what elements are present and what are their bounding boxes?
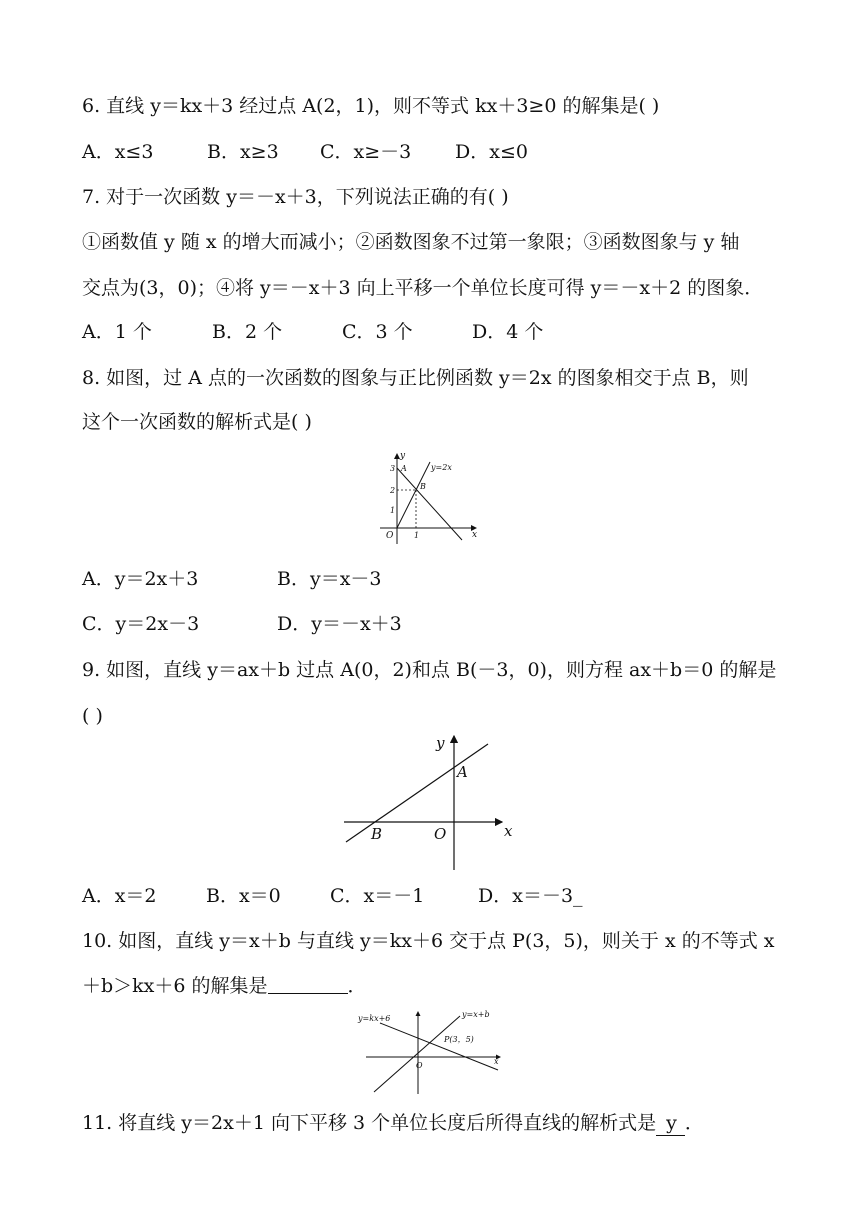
question-11-stem-after: ．: [684, 1112, 704, 1134]
x-axis-label: x: [504, 822, 513, 840]
point-a-label: A: [401, 464, 407, 473]
option-d: D．4 个: [472, 321, 544, 343]
line-label-kx-6: y=kx+6: [358, 1014, 391, 1023]
question-7-options: [82, 320, 790, 344]
y-tick-2: 2: [390, 486, 396, 495]
question-10-stem-after-blank: ．: [347, 975, 367, 997]
question-6-stem: 6. 直线 y＝kx＋3 经过点 A(2，1)，则不等式 kx＋3≥0 的解集是( ): [82, 95, 660, 117]
question-8-stem-line2: 这个一次函数的解析式是( ): [82, 411, 312, 433]
point-b-label: B: [420, 482, 426, 491]
line-y-x-b: [374, 1016, 460, 1092]
y-axis-label: y: [400, 451, 406, 461]
option-d: D．y＝－x＋3: [277, 613, 402, 635]
option-d: D．x＝－3: [478, 885, 574, 907]
point-p-label: P(3，5): [444, 1035, 474, 1044]
option-b: B．y＝x－3: [277, 568, 382, 590]
line-through-a-b: [397, 468, 462, 540]
question-8-options-row2: [82, 612, 790, 636]
question-10-stem-line2: [82, 973, 790, 998]
option-a: A．1 个: [82, 321, 152, 343]
question-8-options-row1: [82, 567, 790, 591]
question-6-options: [82, 140, 790, 164]
question-10-figure: [352, 1006, 512, 1096]
option-b: B．x＝0: [206, 885, 281, 907]
question-9-options: [82, 884, 790, 908]
option-c: C．x＝－1: [330, 885, 425, 907]
line-y-ax-b: [346, 744, 488, 842]
option-a: A．x≤3: [82, 141, 154, 163]
question-11-stem: [82, 1111, 790, 1136]
question-8-stem-line1: 8. 如图，过 A 点的一次函数的图象与正比例函数 y＝2x 的图象相交于点 B，则: [82, 367, 749, 389]
option-a: A．x＝2: [82, 885, 157, 907]
question-11-stem-before: 11. 将直线 y＝2x＋1 向下平移 3 个单位长度后所得直线的解析式是: [82, 1112, 657, 1134]
question-7-statements-line2: 交点为(3，0)；④将 y＝－x＋3 向上平移一个单位长度可得 y＝－x＋2 的图象．: [82, 277, 764, 299]
option-d: D．x≤0: [455, 141, 528, 163]
point-b-label: B: [371, 825, 383, 843]
point-a-label: A: [457, 763, 468, 781]
trailing-underscore: _: [573, 885, 583, 907]
x-axis-label: x: [494, 1057, 499, 1066]
answer-blank[interactable]: [268, 973, 348, 994]
option-a: A．y＝2x＋3: [82, 568, 199, 590]
y-tick-3: 3: [390, 464, 396, 473]
question-9-figure: [338, 728, 528, 874]
line-y-kx-6: [380, 1023, 498, 1070]
line-label-x-b: y=x+b: [462, 1010, 490, 1019]
option-b: B．x≥3: [207, 141, 279, 163]
x-tick-1: 1: [414, 531, 420, 540]
answer-blank[interactable]: y: [656, 1111, 685, 1136]
option-c: C．x≥－3: [320, 141, 412, 163]
x-axis-label: x: [472, 530, 478, 540]
question-7-stem: 7. 对于一次函数 y＝－x＋3，下列说法正确的有( ): [82, 186, 509, 208]
question-9-stem-line2: ( ): [82, 705, 103, 727]
question-9-stem-line1: 9. 如图，直线 y＝ax＋b 过点 A(0，2)和点 B(－3，0)，则方程 ax＋b＝0 的解是: [82, 659, 777, 681]
question-7-statements-line1: ①函数值 y 随 x 的增大而减小；②函数图象不过第一象限；③函数图象与 y 轴: [82, 231, 740, 253]
question-8-figure: [370, 448, 490, 548]
origin-label: O: [434, 825, 447, 843]
y-tick-1: 1: [390, 506, 396, 515]
option-b: B．2 个: [212, 321, 283, 343]
option-c: C．3 个: [342, 321, 413, 343]
y-axis-label: y: [436, 734, 445, 752]
origin-label: O: [416, 1061, 423, 1070]
option-c: C．y＝2x－3: [82, 613, 200, 635]
question-10-stem-before-blank: ＋b＞kx＋6 的解集是: [82, 975, 268, 997]
line-label-y-2x: y=2x: [431, 463, 452, 472]
question-10-stem-line1: 10. 如图，直线 y＝x＋b 与直线 y＝kx＋6 交于点 P(3，5)，则关于 x 的不等式 x: [82, 930, 775, 952]
origin-label: O: [386, 531, 394, 541]
